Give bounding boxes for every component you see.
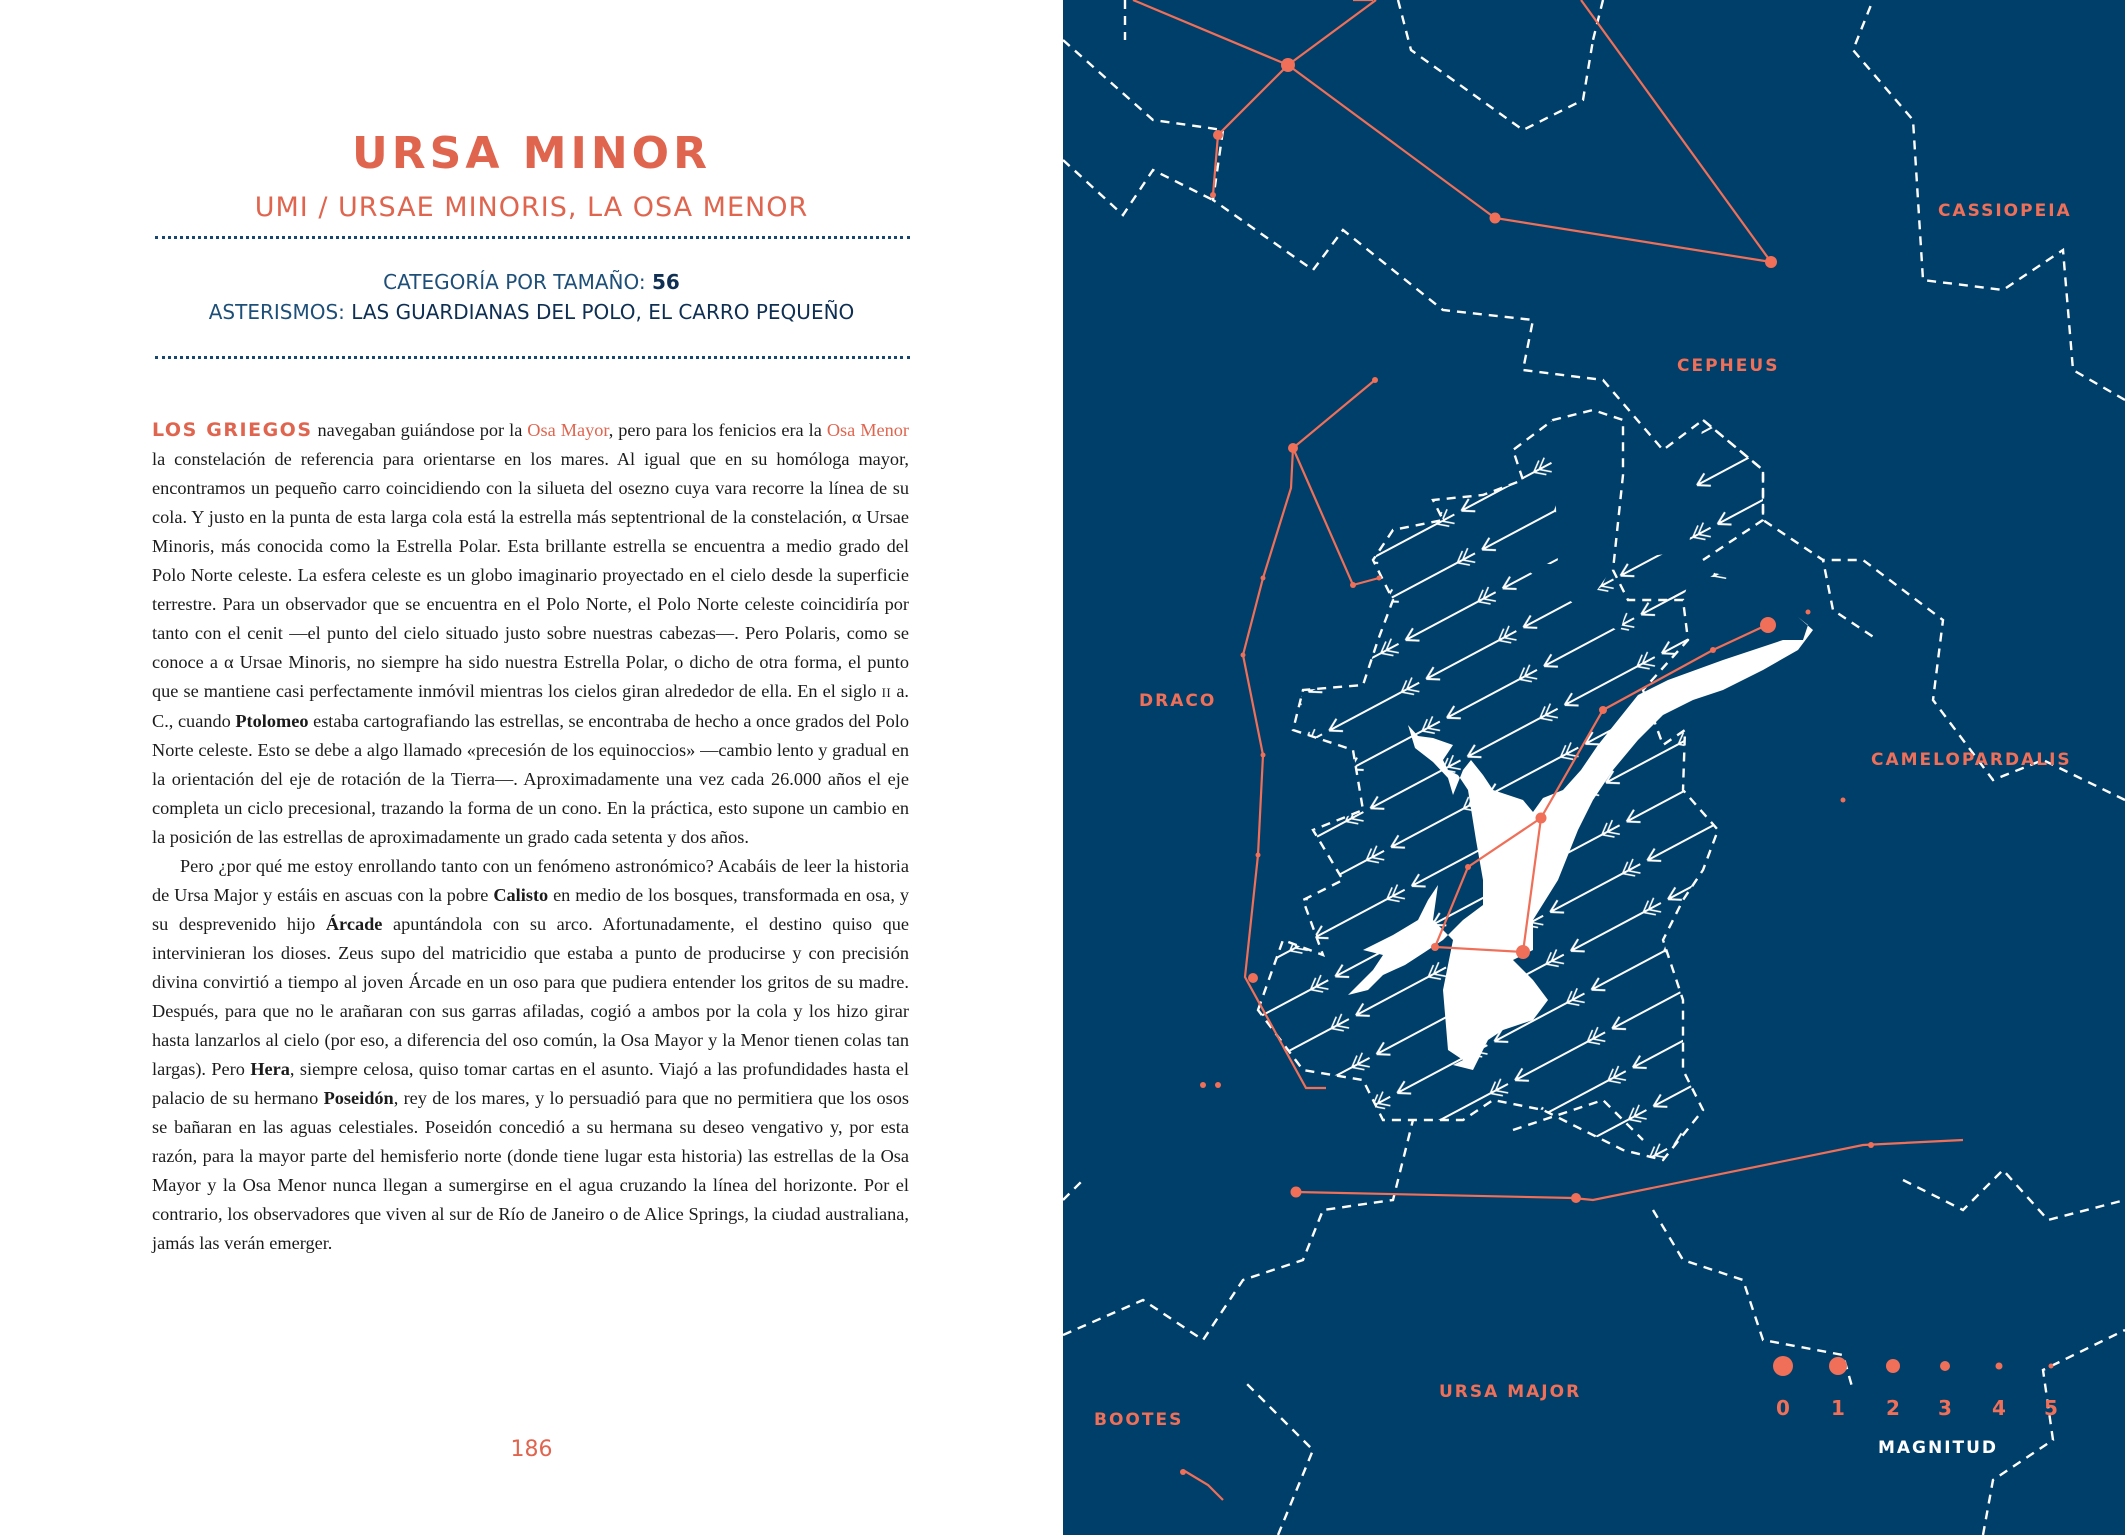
text-run: , siempre celosa, quiso tomar cartas en el asunto. Viajó a las profundidades hasta el palacio de su hermano (152, 1059, 909, 1108)
ursa-minor-region (1258, 410, 1763, 1160)
asterisms-label: ASTERISMOS: (208, 300, 345, 324)
size-category-label: CATEGORÍA POR TAMAÑO: (383, 270, 646, 294)
century-numeral: II (881, 685, 892, 700)
page-title: URSA MINOR (352, 128, 711, 179)
label-bootes: BOOTES (1094, 1410, 1184, 1430)
bold-name: Hera (250, 1059, 290, 1079)
text-run: estaba cartografiando las estrellas, se encontraba de hecho a once grados del Polo Norte celeste. Esto se debe a algo llamado «precesión de los equinoccios» —cambio lento y gradual en la orientación del eje de rotación de la Tierra—. Aproximadamente una vez cada 26.000 años el eje completa un ciclo precesional, trazando la forma de un cono. En la práctica, esto supone un cambio en la posición de las estrellas de aproximadamente un grado cada setenta y dos años. (152, 711, 909, 847)
page-subtitle: UMI / URSAE MINORIS, LA OSA MENOR (254, 192, 809, 223)
magnitude-legend (1773, 1356, 2054, 1376)
magnitude-1: 1 (1831, 1396, 1845, 1420)
size-category-value: 56 (651, 270, 680, 294)
asterisms (0, 300, 1063, 324)
paragraph (152, 416, 909, 852)
body-text (152, 416, 909, 1258)
magnitude-2: 2 (1886, 1396, 1900, 1420)
text-run: la constelación de referencia para orientarse en los mares. Al igual que en su homóloga mayor, encontramos un pequeño carro coincidiendo con la silueta del osezno cuya vara recorre la línea de su cola. Y justo en la punta de esta larga cola está la estrella más septentrional de la constelación, α Ursae Minoris, más conocida como la Estrella Polar. Esta brillante estrella se encuentra a medio grado del Polo Norte celeste. La esfera celeste es un globo imaginario proyectado en el cielo desde la superficie terrestre. Para un observador que se encuentra en el Polo Norte, el Polo Norte celeste coincidiría por tanto con el cenit —el punto del cielo situado justo sobre nuestras cabezas—. Pero Polaris, como se conoce a α Ursae Minoris, no siempre ha sido nuestra Estrella Polar, o dicho de otra forma, el punto que se mantiene casi perfectamente inmóvil mientras los cielos giran alrededor de ella. En el siglo (152, 449, 909, 701)
asterisms-value: LAS GUARDIANAS DEL POLO, EL CARRO PEQUEÑO (351, 300, 855, 324)
paragraph (152, 852, 909, 1258)
dotted-divider (155, 236, 910, 239)
page-number: 186 (510, 1437, 553, 1462)
label-draco: DRACO (1139, 691, 1217, 711)
magnitude-title: MAGNITUD (1877, 1438, 1999, 1458)
magnitude-5: 5 (2044, 1396, 2058, 1420)
magnitude-0: 0 (1776, 1396, 1790, 1420)
label-cassiopeia: CASSIOPEIA (1938, 201, 2072, 221)
lead-words: LOS GRIEGOS (152, 419, 313, 441)
osa-mayor-ref: Osa Mayor (527, 420, 609, 440)
text-run: , rey de los mares, y lo persuadió para que no permitiera que los osos se bañaran en las aguas celestiales. Poseidón concedió a su hermana su deseo vengativo y, por esta razón, para la mayor parte del hemisferio norte (donde tiene lugar esta historia) las estrellas de la Osa Mayor y la Osa Menor nunca llegan a sumergirse en el agua cruzando la línea del horizonte. Por el contrario, los observadores que viven al sur de Río de Janeiro o de Alice Springs, la ciudad australiana, jamás las verán emerger. (152, 1088, 909, 1253)
dotted-divider (155, 356, 910, 359)
bold-name: Ptolomeo (235, 711, 309, 731)
label-cepheus: CEPHEUS (1677, 356, 1780, 376)
text-run: en medio de los bosques, transformada en osa, y su desprevenido hijo (152, 885, 910, 934)
magnitude-3: 3 (1938, 1396, 1952, 1420)
bold-name: Poseidón (323, 1088, 394, 1108)
text-run: Pero ¿por qué me estoy enrollando tanto con un fenómeno astronómico? Acabáis de leer la historia de Ursa Major y estáis en ascuas con la pobre (152, 856, 909, 905)
osa-menor-ref: Osa Menor (826, 420, 909, 440)
bold-name: Calisto (493, 885, 549, 905)
star-map (1063, 0, 2125, 1535)
text-run: apuntándola con su arco. Afortunadamente, el destino quiso que intervinieran los dioses. Zeus supo del matricidio que estaba a punto de producirse y con precisión divina convirtió a tiempo al joven Árcade en un oso para que pudiera entender los gritos de su madre. Después, para que no le arañaran con sus garras afiladas, cogió a ambos por la cola y los hizo girar hasta lanzarlos al cielo (por eso, a diferencia del oso común, la Osa Mayor y la Menor tienen colas tan largas). Pero (152, 914, 909, 1079)
text-run: a. C., cuando (152, 681, 910, 731)
bold-name: Árcade (325, 914, 383, 934)
text-run: , pero para los fenicios era la (608, 420, 827, 440)
magnitude-4: 4 (1992, 1396, 2006, 1420)
label-camelopardalis: CAMELOPARDALIS (1871, 750, 2072, 770)
size-category (0, 270, 1063, 294)
text-run: navegaban guiándose por la (312, 420, 528, 440)
label-ursa-major: URSA MAJOR (1439, 1382, 1582, 1402)
